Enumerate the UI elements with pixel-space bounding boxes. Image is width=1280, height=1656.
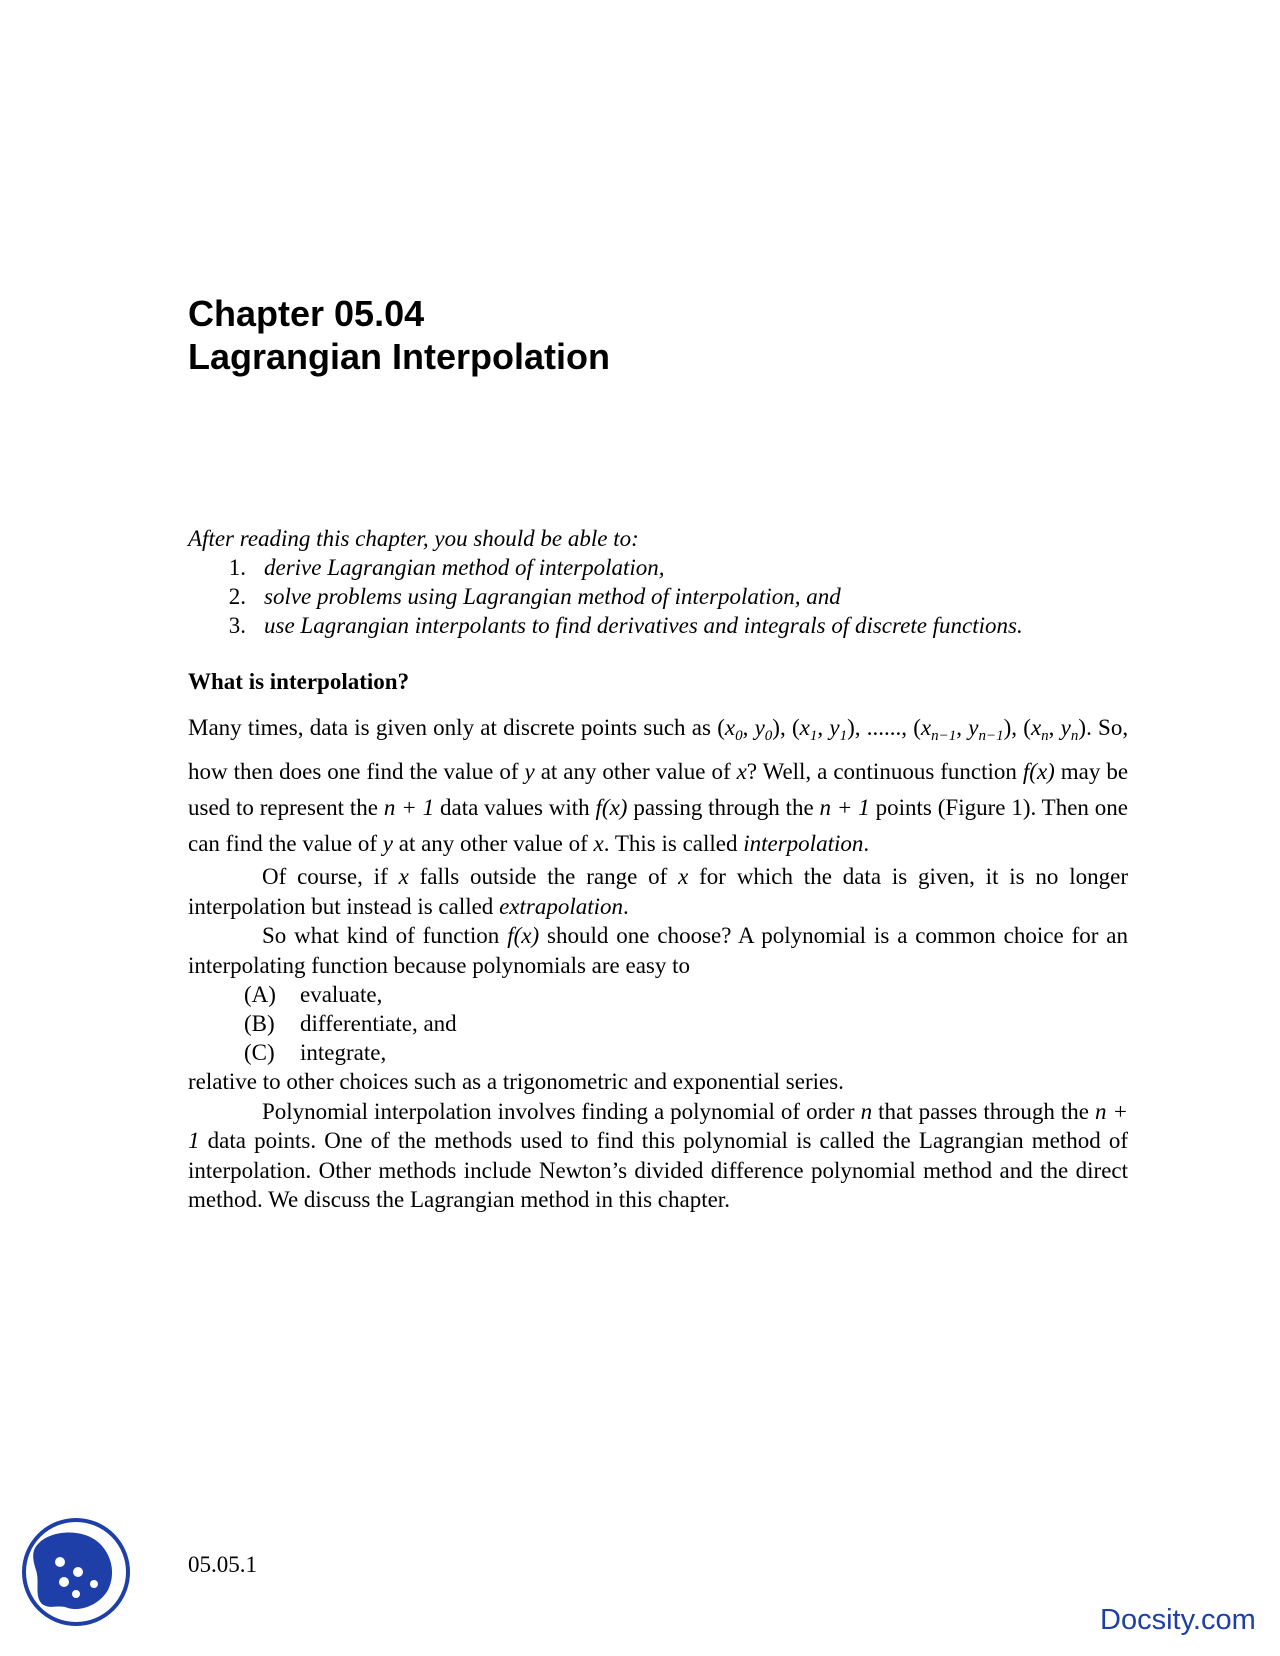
- ellipsis: ......,: [866, 715, 907, 740]
- math-expr: f(x): [1022, 759, 1055, 784]
- objective-number: 3.: [228, 613, 246, 638]
- math-var: y: [382, 831, 393, 856]
- objective-number: 1.: [228, 555, 246, 580]
- term-extrapolation: extrapolation: [499, 893, 623, 919]
- math-expr: f(x): [595, 795, 628, 820]
- math-var: x: [593, 831, 604, 856]
- docsity-brand-link[interactable]: Docsity.com: [1100, 1604, 1256, 1636]
- math-expr: f(x): [507, 923, 540, 948]
- list-item: [188, 1009, 1128, 1038]
- p1-text: at any other value of: [398, 831, 588, 856]
- chapter-title: Lagrangian Interpolation: [188, 336, 611, 377]
- objective-text: solve problems using Lagrangian method of interpolation, and: [264, 584, 841, 609]
- p2-text: falls outside the range of: [419, 864, 668, 889]
- p5-text: data points. One of the methods used to find this polynomial is called the Lagrangian method of interpolation. Other methods include Newton’s divided difference polynomial method and the direct method. We discuss the Lagrangian method in this chapter.: [188, 1128, 1128, 1212]
- math-var: n: [860, 1098, 873, 1124]
- objective-item: [188, 553, 1128, 582]
- paragraph-2: [188, 862, 1128, 921]
- math-var: x: [678, 864, 689, 889]
- paragraph-1: [188, 710, 1128, 862]
- math-expr: n + 1: [188, 1098, 1128, 1153]
- p3-text: So what kind of function: [262, 923, 500, 948]
- section-body: [188, 668, 1128, 1215]
- objective-item: [188, 582, 1128, 611]
- list-label: (C): [244, 1040, 275, 1065]
- point-xn1-yn1: ($x_{n-1}$, $y_{n-1}$),: [913, 715, 1018, 744]
- p1-text: at any other value of: [540, 759, 731, 784]
- point-x1-y1: ($x_1$, $y_1$),: [791, 715, 861, 744]
- p5-text: Polynomial interpolation involves finding a polynomial of order: [262, 1098, 855, 1124]
- objective-text: derive Lagrangian method of interpolation,: [264, 555, 665, 580]
- p2-text: for which the data is given, it is no longer interpolation but instead is called: [188, 864, 1129, 919]
- objectives-list: [188, 553, 1128, 640]
- point-x0-y0: ($x_0$, $y_0$),: [717, 715, 786, 744]
- chapter-heading: [188, 292, 610, 378]
- p1-text: points (Figure 1). Then one can find the value of: [188, 795, 1128, 856]
- chapter-number: Chapter 05.04: [188, 293, 425, 334]
- objective-text: use Lagrangian interpolants to find derivatives and integrals of discrete functions.: [264, 613, 1023, 638]
- docsity-logo-icon: [20, 1516, 132, 1628]
- math-var: y: [524, 759, 535, 784]
- p1-text: may be used to represent the: [188, 759, 1129, 820]
- objectives-intro: After reading this chapter, you should be able to:: [188, 526, 639, 551]
- list-text: differentiate, and: [300, 1011, 457, 1036]
- list-label: (B): [244, 1011, 275, 1036]
- paragraph-4: relative to other choices such as a trigonometric and exponential series.: [188, 1069, 844, 1094]
- p1-text: passing through the: [633, 795, 814, 820]
- math-expr: n + 1: [819, 795, 870, 820]
- p1-text: ? Well, a continuous function: [746, 759, 1017, 784]
- math-var: x: [398, 864, 409, 889]
- p5-text: that passes through the: [878, 1098, 1089, 1124]
- objective-number: 2.: [228, 584, 246, 609]
- p2-text: .: [623, 893, 629, 919]
- list-item: [188, 1038, 1128, 1067]
- p3-text: should one choose? A polynomial is a common choice for an interpolating function because polynomials are easy to: [188, 923, 1129, 978]
- list-text: integrate,: [300, 1040, 387, 1065]
- list-label: (A): [244, 982, 276, 1007]
- p1-text: .: [863, 831, 870, 856]
- term-interpolation: interpolation: [743, 831, 864, 856]
- easy-to-list: [188, 980, 1128, 1067]
- p2-text: Of course, if: [262, 864, 388, 889]
- p1-text: data values with: [439, 795, 590, 820]
- paragraph-5: [188, 1097, 1128, 1215]
- p1-text: . This is called: [603, 831, 738, 856]
- section-heading: What is interpolation?: [188, 669, 410, 694]
- math-var: x: [736, 759, 747, 784]
- paragraph-3: [188, 921, 1128, 980]
- p1-text: . So, how then does one find the value of: [188, 715, 1129, 784]
- point-xn-yn: ($x_n$, $y_n$): [1023, 715, 1087, 744]
- p1-text: Many times, data is given only at discrete points such as: [188, 715, 711, 740]
- math-expr: n + 1: [383, 795, 435, 820]
- list-item: [188, 980, 1128, 1009]
- objective-item: [188, 611, 1128, 640]
- learning-objectives: [188, 524, 1128, 640]
- list-text: evaluate,: [300, 982, 383, 1007]
- page-number: 05.05.1: [188, 1552, 257, 1577]
